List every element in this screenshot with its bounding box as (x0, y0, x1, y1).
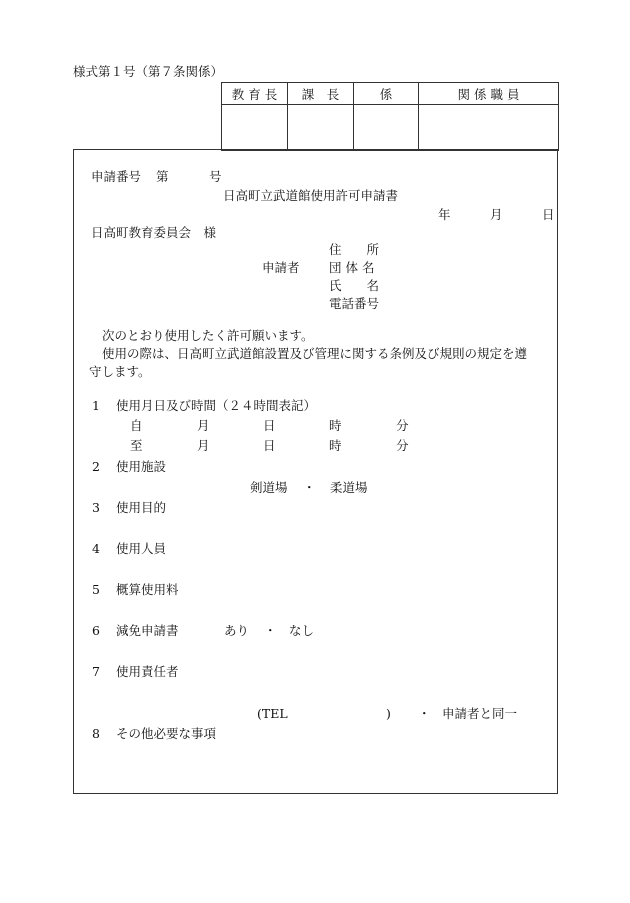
item-label-other-matters: その他必要な事項 (116, 726, 217, 741)
tel-open-label: (TEL (257, 706, 288, 721)
time-from-day[interactable]: 日 (263, 418, 276, 433)
item-number: 4 (92, 541, 100, 556)
time-to-hour[interactable]: 時 (329, 438, 342, 453)
facility-option-separator: ・ (303, 480, 316, 495)
date-month: 月 (490, 207, 503, 222)
approval-header-staff: 係 (354, 83, 419, 105)
intro-text: 使用の際は、日高町立武道館設置及び管理に関する条例及び規則の規定を遵 (102, 346, 528, 361)
approval-header-section-chief: 課 長 (288, 83, 354, 105)
time-from-month[interactable]: 月 (197, 418, 210, 433)
exemption-option-separator: ・ (264, 623, 277, 638)
approval-stamp-cell[interactable] (419, 105, 559, 151)
application-number-label: 申請番号 (91, 169, 142, 184)
item-number: 8 (92, 726, 100, 741)
item-label-usage-datetime: 使用月日及び時間（２４時間表記） (116, 398, 317, 413)
applicant-organization-field[interactable]: 団 体 名 (329, 260, 375, 275)
facility-option-kendo[interactable]: 剣道場 (250, 480, 288, 495)
date-day: 日 (542, 207, 555, 222)
item-label-attendance: 使用人員 (116, 541, 167, 556)
application-number-suffix: 号 (209, 169, 222, 184)
intro-text: 次のとおり使用したく許可願います。 (102, 328, 314, 343)
addressee: 日高町教育委員会 様 (91, 225, 217, 240)
item-label-exemption: 減免申請書 (116, 623, 179, 638)
time-from-hour[interactable]: 時 (329, 418, 342, 433)
applicant-address-field[interactable]: 住 所 (329, 242, 380, 257)
time-to-prefix: 至 (130, 438, 143, 453)
approval-stamp-cell[interactable] (222, 105, 288, 151)
form-number-label: 様式第１号（第７条関係） (73, 64, 224, 79)
item-number: 3 (92, 500, 100, 515)
exemption-option-yes[interactable]: あり (224, 623, 250, 638)
applicant-label: 申請者 (262, 260, 300, 275)
item-number: 7 (92, 664, 100, 679)
applicant-phone-field[interactable]: 電話番号 (329, 296, 380, 311)
item-label-responsible-person: 使用責任者 (116, 664, 179, 679)
tel-separator: ・ (418, 706, 431, 721)
time-from-prefix: 自 (130, 418, 143, 433)
time-to-day[interactable]: 日 (263, 438, 276, 453)
item-number: 2 (92, 459, 100, 474)
approval-stamp-table (221, 82, 559, 151)
time-to-minute[interactable]: 分 (396, 438, 409, 453)
approval-stamp-cell[interactable] (288, 105, 354, 151)
item-label-estimated-fee: 概算使用料 (116, 582, 179, 597)
approval-header-related-staff: 関 係 職 員 (419, 83, 559, 105)
time-to-month[interactable]: 月 (197, 438, 210, 453)
item-label-purpose: 使用目的 (116, 500, 167, 515)
applicant-name-field[interactable]: 氏 名 (329, 278, 380, 293)
date-year: 年 (438, 207, 451, 222)
approval-header-superintendent: 教 育 長 (222, 83, 288, 105)
item-number: 1 (92, 398, 100, 413)
intro-text: 守します。 (89, 364, 151, 379)
item-number: 6 (92, 623, 100, 638)
item-number: 5 (92, 582, 100, 597)
approval-stamp-cell[interactable] (354, 105, 419, 151)
tel-close-paren: ) (386, 706, 391, 721)
item-label-facility: 使用施設 (116, 459, 167, 474)
document-title: 日高町立武道館使用許可申請書 (223, 188, 399, 203)
facility-option-judo[interactable]: 柔道場 (330, 480, 368, 495)
same-as-applicant-option[interactable]: 申請者と同一 (442, 706, 518, 721)
time-from-minute[interactable]: 分 (396, 418, 409, 433)
application-number-prefix: 第 (156, 169, 169, 184)
exemption-option-no[interactable]: なし (289, 623, 315, 638)
